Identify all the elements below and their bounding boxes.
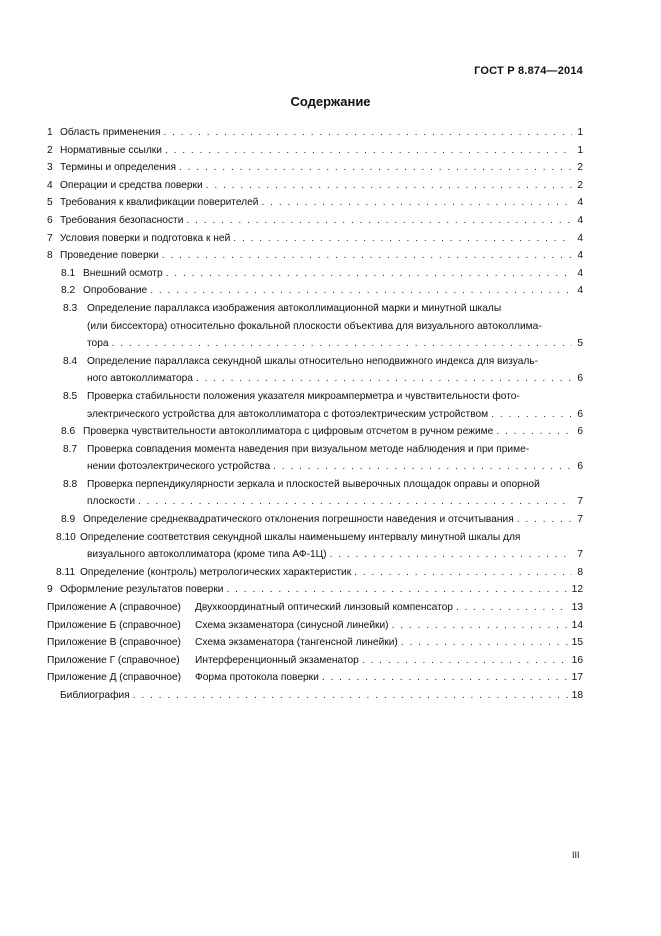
toc-entry-page: 8	[577, 566, 583, 578]
toc-entry-number: 8.11	[56, 566, 76, 578]
toc-entry-title: Схема экзаменатора (тангенсной линейки)	[195, 637, 398, 649]
toc-entry-title: Оформление результатов поверки	[60, 584, 224, 596]
toc-entry[interactable]	[47, 212, 583, 230]
toc-entry-title: (или биссектора) относительно фокальной плоскости объектива для визуального автоколлима-	[87, 320, 542, 332]
toc-entry-title: Определение соответствия секундной шкалы наименьшему интервалу минутной шкалы для	[80, 531, 521, 543]
dot-leader	[496, 423, 572, 441]
toc-entry[interactable]	[47, 282, 583, 300]
toc-entry-number: Приложение Б (справочное)	[47, 619, 181, 631]
toc-entry[interactable]	[47, 599, 583, 617]
toc-entry-number: 7	[47, 232, 53, 244]
toc-entry-page: 4	[577, 250, 583, 262]
toc-entry[interactable]	[47, 142, 583, 160]
toc-entry-page: 1	[577, 127, 583, 138]
toc-entry-title: Определение (контроль) метрологических характеристик	[80, 566, 352, 578]
toc-entry[interactable]	[47, 177, 583, 195]
dot-leader	[206, 177, 572, 195]
toc-entry[interactable]	[47, 353, 583, 388]
dot-leader	[163, 124, 572, 142]
toc-entry-title: Проверка стабильности положения указателя микроамперметра и чувствительности фото-	[87, 390, 520, 402]
dot-leader	[150, 282, 572, 300]
dot-leader	[392, 617, 569, 635]
toc-entry-title: Опробование	[83, 285, 148, 297]
dot-leader	[138, 493, 572, 511]
toc-entry-page: 12	[571, 584, 583, 596]
dot-leader	[262, 194, 573, 212]
toc-entry-title: Требования безопасности	[60, 214, 184, 226]
toc-entry-title: Схема экзаменатора (синусной линейки)	[195, 619, 389, 631]
toc-entry-title: ного автоколлиматора	[87, 373, 193, 385]
toc-entry-title: Проведение поверки	[60, 250, 159, 262]
toc-entry-title: Проверка чувствительности автоколлиматора с цифровым отсчетом в ручном режиме	[83, 426, 494, 438]
toc-entry-page: 4	[577, 214, 583, 226]
toc-entry-page: 18	[571, 690, 583, 701]
toc-entry-number: 8.8	[63, 478, 78, 490]
toc-entry-title: Интерференционный экзаменатор	[195, 654, 359, 666]
dot-leader	[133, 687, 569, 705]
toc-entry-title: Форма протокола поверки	[195, 672, 319, 684]
toc-entry[interactable]	[47, 476, 583, 511]
toc-entry-page: 7	[577, 514, 583, 526]
toc-entry[interactable]	[47, 230, 583, 248]
toc-entry-title: визуального автоколлиматора (кроме типа АФ-1Ц)	[87, 549, 327, 561]
toc-entry[interactable]	[47, 247, 583, 265]
toc-entry-page: 14	[571, 619, 583, 631]
toc-entry[interactable]	[47, 124, 583, 142]
toc-entry-number: Приложение В (справочное)	[47, 637, 181, 649]
toc-entry-title: Определение параллакса изображения автоколлимационной марки и минутной шкалы	[87, 302, 502, 314]
dot-leader	[186, 212, 572, 230]
dot-leader	[517, 511, 572, 529]
dot-leader	[456, 599, 569, 617]
toc-entry[interactable]	[47, 388, 583, 423]
toc-entry-title: Проверка перпендикулярности зеркала и плоскостей выверочных площадок оправы и опорной	[87, 478, 540, 490]
dot-leader	[362, 652, 569, 670]
dot-leader	[273, 458, 572, 476]
toc-entry[interactable]	[47, 441, 583, 476]
toc-entry-number: 8.5	[63, 390, 78, 402]
toc-entry-title: Термины и определения	[60, 162, 176, 174]
toc-entry-page: 6	[577, 461, 583, 473]
dot-leader	[491, 406, 572, 424]
dot-leader	[162, 247, 572, 265]
toc-entry-page: 4	[577, 232, 583, 244]
toc-entry-title: Определение параллакса секундной шкалы относительно неподвижного индекса для визуаль-	[87, 355, 538, 367]
toc-entry-title: Внешний осмотр	[83, 267, 163, 279]
page-title: Содержание	[290, 94, 371, 109]
toc-entry-number: 8.3	[63, 302, 78, 314]
toc-entry-title: Проверка совпадения момента наведения при визуальном методе наблюдения и при приме-	[87, 443, 530, 455]
toc-entry-number: 8.7	[63, 443, 78, 455]
dot-leader	[233, 230, 572, 248]
toc-entry-title: Библиография	[60, 690, 130, 701]
toc-entry[interactable]	[47, 669, 583, 687]
toc-entry-number: 3	[47, 162, 53, 174]
toc-entry[interactable]	[47, 564, 583, 582]
document-code: ГОСТ Р 8.874—2014	[474, 65, 583, 77]
toc-entry-page: 13	[571, 602, 583, 614]
toc-entry-title: тора	[87, 338, 109, 350]
toc-entry[interactable]	[47, 511, 583, 529]
toc-entry-number: Приложение Д (справочное)	[47, 672, 182, 684]
dot-leader	[322, 669, 569, 687]
toc-entry[interactable]	[47, 159, 583, 177]
toc-entry-page: 4	[577, 267, 583, 279]
toc-entry[interactable]	[47, 423, 583, 441]
toc-entry-page: 17	[571, 672, 583, 684]
toc-entry-title: плоскости	[87, 496, 136, 508]
toc-entry-title: Операции и средства поверки	[60, 179, 203, 191]
toc-entry-page: 16	[571, 654, 583, 666]
toc-entry-page: 15	[571, 637, 583, 649]
toc-entry-title: Двухкоординатный оптический линзовый компенсатор	[195, 602, 453, 614]
toc-entry[interactable]	[47, 194, 583, 212]
toc-entry-number: 9	[47, 584, 53, 596]
toc-entry-page: 1	[577, 144, 583, 156]
toc-entry-number: 8.9	[61, 514, 76, 526]
dot-leader	[179, 159, 572, 177]
toc-entry[interactable]	[47, 687, 583, 705]
dot-leader	[226, 581, 568, 599]
toc-entry[interactable]	[47, 634, 583, 652]
toc-entry-page: 7	[577, 549, 583, 561]
toc-entry-number: 6	[47, 214, 53, 226]
toc-entry-title: Определение среднеквадратического отклонения погрешности наведения и отсчитывания	[83, 514, 514, 526]
toc-entry-number: 8	[47, 250, 53, 262]
toc-entry-page: 4	[577, 197, 583, 209]
toc-entry[interactable]	[47, 529, 583, 564]
toc-entry-title: электрического устройства для автоколлиматора с фотоэлектрическим устройством	[87, 408, 489, 420]
toc-entry-title: нении фотоэлектрического устройства	[87, 461, 271, 473]
toc-entry-number: 8.6	[61, 426, 76, 438]
toc-entry-title: Условия поверки и подготовка к ней	[60, 232, 231, 244]
table-of-contents	[47, 124, 583, 705]
toc-entry-page: 4	[577, 285, 583, 297]
toc-entry-page: 5	[577, 338, 583, 350]
toc-entry-page: 7	[577, 496, 583, 508]
dot-leader	[166, 265, 572, 283]
toc-entry-number: 8.2	[61, 285, 76, 297]
toc-entry[interactable]	[47, 581, 583, 599]
toc-entry-number: 1	[47, 127, 53, 138]
toc-entry[interactable]	[47, 617, 583, 635]
dot-leader	[112, 335, 572, 353]
page-number: III	[572, 850, 580, 860]
toc-entry-number: 8.10	[56, 531, 76, 543]
toc-entry-number: 8.1	[61, 267, 76, 279]
dot-leader	[330, 546, 572, 564]
toc-entry-number: Приложение Г (справочное)	[47, 654, 180, 666]
dot-leader	[354, 564, 572, 582]
toc-entry[interactable]	[47, 652, 583, 670]
toc-entry-page: 2	[577, 162, 583, 174]
dot-leader	[196, 370, 572, 388]
toc-entry-title: Нормативные ссылки	[60, 144, 162, 156]
toc-entry-number: 5	[47, 197, 53, 209]
dot-leader	[165, 142, 572, 160]
toc-entry[interactable]	[47, 265, 583, 283]
toc-entry-page: 2	[577, 179, 583, 191]
toc-entry-page: 6	[577, 408, 583, 420]
dot-leader	[401, 634, 569, 652]
toc-entry-number: 2	[47, 144, 53, 156]
toc-entry-number: Приложение А (справочное)	[47, 602, 181, 614]
toc-entry[interactable]	[47, 300, 583, 353]
toc-entry-page: 6	[577, 426, 583, 438]
toc-entry-title: Требования к квалификации поверителей	[60, 197, 259, 209]
toc-entry-title: Область применения	[60, 127, 161, 138]
toc-entry-page: 6	[577, 373, 583, 385]
toc-entry-number: 8.4	[63, 355, 78, 367]
toc-entry-number: 4	[47, 179, 53, 191]
